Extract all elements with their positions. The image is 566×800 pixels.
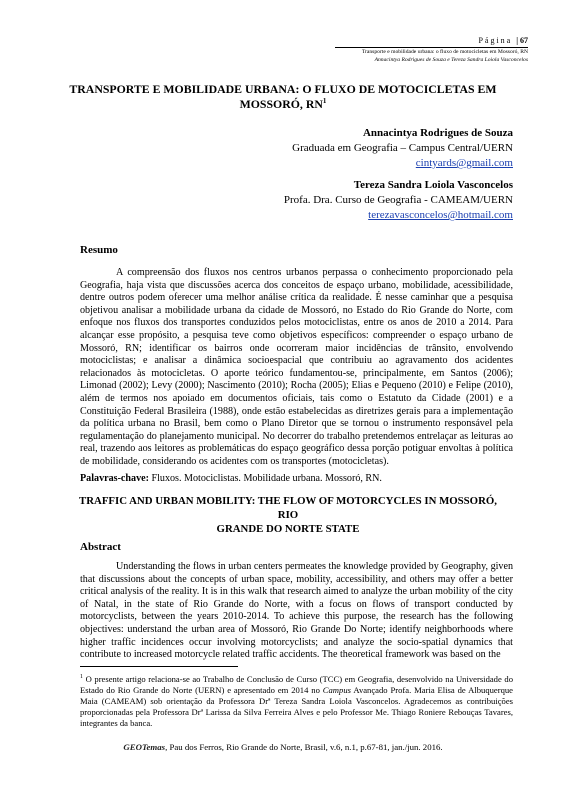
title-line-2: MOSSORÓ, $RN^1$ (239, 97, 327, 111)
resumo-heading: Resumo (80, 244, 118, 256)
english-title (70, 494, 506, 536)
journal-citation: , Pau dos Ferros, Rio Grande do Norte, Brasil, v.6, n.1, p.67-81, jan./jun. 2016. (165, 742, 443, 752)
journal-footer (0, 742, 566, 752)
author-email-link[interactable]: cintyards@gmail.com (415, 157, 513, 169)
article-title (60, 82, 506, 112)
author-name: Tereza Sandra Loiola Vasconcelos (353, 179, 513, 191)
abstract-heading: Abstract (80, 541, 121, 553)
footnote: $^1$ O presente artigo relaciona-se ao Trabalho de Conclusão de Curso (TCC) em Geografia, desenvolvido na Universidade do Estado do Rio Grande do Norte (UERN) e apresentado em 2014 no Campus Avançado Profa. Maria Elisa de Albuquerque Maia (CAMEAM) sob orientação da Professora Drª Tereza Sandra Loiola Vasconcelos. Agradecemos as contribuições proporcionadas pela Professora Drª Larissa da Silva Ferreira Alves e pelo Professor Me. Thiago Roniere Rebouças Tavares, integrantes da banca. (80, 673, 513, 728)
keywords-text: Fluxos. Motociclistas. Mobilidade urbana. Mossoró, RN. (148, 473, 382, 484)
author-block-1 (292, 126, 513, 171)
page-number-value: | 67 (516, 36, 528, 45)
abstract-body (80, 561, 513, 662)
page-word: Página (478, 36, 513, 45)
header-rule (335, 47, 528, 48)
footnote-campus: Campus (322, 684, 351, 695)
resumo-text: A compreensão dos fluxos nos centros urbanos perpassa o conhecimento proporcionado pela Geografia, haja vista que discussões acerca dos conceitos de espaço urbano, mobilidade, acessibilidade, dentre outros podem oferecer uma melhor análise crítica da realidade. É nesse caminhar que a pesquisa objetivou analisar a mobilidade urbana da cidade de Mossoró, no Estado do Rio Grande do Norte, com enfoque nos fluxos dos transportes conduzidos pelos motociclistas, entre os anos de 2010 a 2014. Para alcançar esse propósito, a pesquisa teve como objetivos específicos: compreender o espaço urbano de Mossoró, RN; identificar os bairros onde ocorreram maior incidências de trânsito, envolvendo motociclistas; e analisar a dinâmica socioespacial que contribuiu ao agravamento dos acidentes relacionados às motocicletas. O aporte teórico fundamentou-se, principalmente, em Santos (2006); Limonad (2002); Levy (2000); Nascimento (2010); Rocha (2005); Elias e Pequeno (2010) e Felipe (2010), além de termos nos apoiado em documentos oficiais, tais como o Estatuto da Cidade (2001) e a Constituição Federal Brasileira (1988), onde estão estabelecidas as diretrizes gerais para a implementação da política urbana no Brasil, bem como o Plano Diretor que se tornou o instrumento responsável pela regulamentação do planejamento municipal. No decorrer do trabalho pretendemos entrelaçar as leituras ao real, trazendo aos leitores as problemáticas do espaço geográfico dessa porção potiguar envoltas à política de mobilidade, considerando os acidentes com os transportes (motocicletas). (80, 267, 513, 467)
page-number (478, 36, 528, 45)
running-title: Transporte e mobilidade urbana: o fluxo de motocicletas em Mossoró, RN (361, 49, 528, 55)
title-line-1: TRANSPORTE E MOBILIDADE URBANA: O FLUXO DE MOTOCICLETAS EM (69, 82, 497, 96)
journal-logo: GEOTemas (123, 742, 166, 752)
running-authors: Annacintya Rodrigues de Souza e Tereza Sandra Loiola Vasconcelos (374, 57, 528, 63)
author-email-link[interactable]: terezavasconcelos@hotmail.com (368, 209, 513, 221)
abstract-text: Understanding the flows in urban centers permeates the knowledge provided by Geography, given that discussions about the concepts of urban space, mobility, accessibility, and others may offer a better critical analysis of the reality. It is in this walk that research aimed to analyze the urban mobility of the city of Natal, in the state of Rio Grande do Norte, with a focus on flows of transport conducted by motorcyclists, between the years 2010-2014. To achieve this purpose, the research has the following objectives: understand the urban area of Mossoró, Rio Grande Do Norte; identify neighborhoods where higher traffic incidences occur involving motorcyclists; and analyze the socio-spatial dynamics that contribute to increased motorcycle related traffic accidents. The theoretical framework was based on the (80, 561, 513, 661)
keywords (80, 473, 382, 484)
author-affiliation: Graduada em Geografia – Campus Central/UERN (292, 142, 513, 154)
footnote-mark: 1 (80, 674, 83, 680)
english-title-line-2: GRANDE DO NORTE STATE (216, 523, 360, 535)
author-block-2 (284, 178, 513, 223)
footnote-rule (80, 666, 238, 667)
keywords-label: Palavras-chave: (80, 473, 149, 484)
author-affiliation: Profa. Dra. Curso de Geografia - CAMEAM/UERN (283, 194, 513, 206)
resumo-body (80, 267, 513, 469)
english-title-line-1: TRAFFIC AND URBAN MOBILITY: THE FLOW OF MOTORCYCLES IN MOSSORÓ, RIO (79, 495, 497, 521)
footnote-ref[interactable]: 1 (322, 97, 327, 106)
author-name: Annacintya Rodrigues de Souza (362, 127, 513, 139)
